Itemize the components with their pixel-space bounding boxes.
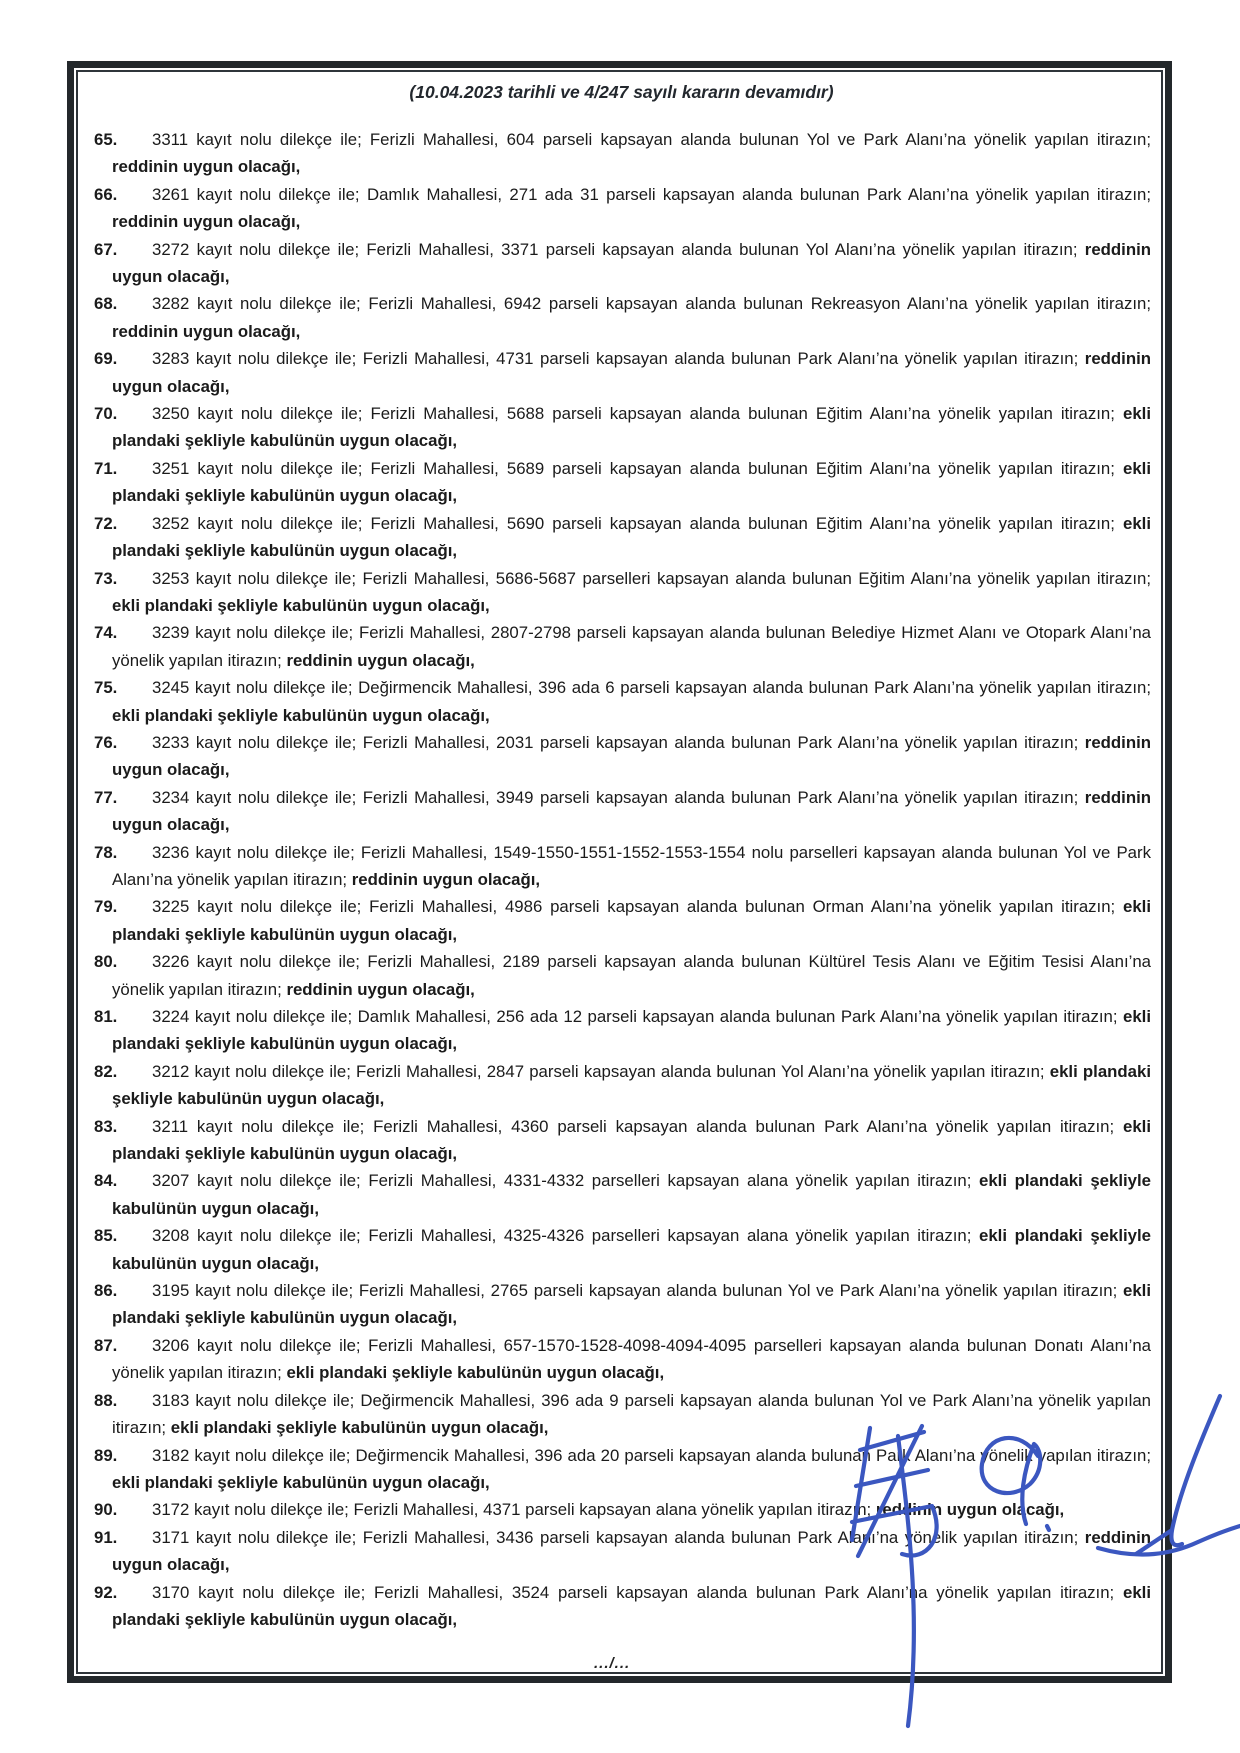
item-text [112,948,1151,1003]
item-number: 78. [94,842,118,862]
item-verdict: ekli plandaki şekliyle kabulünün uygun olacağı, [112,1007,1151,1054]
list-item [92,674,1151,729]
list-item [92,455,1151,510]
item-body: 3233 kayıt nolu dilekçe ile; Ferizli Mahallesi, 2031 parseli kapsayan alanda bulunan Park Alanı’na yönelik yapılan itirazın; [152,732,1079,752]
document-frame [67,61,1172,1683]
items-list [92,126,1151,1633]
item-body: 3211 kayıt nolu dilekçe ile; Ferizli Mahallesi, 4360 parseli kapsayan alanda bulunan Park Alanı’na yönelik yapılan itirazın; [152,1116,1115,1136]
item-text [112,1332,1151,1387]
item-body: 3170 kayıt nolu dilekçe ile; Ferizli Mahallesi, 3524 parseli kapsayan alanda bulunan Park Alanı’na yönelik yapılan itirazın; [152,1582,1115,1602]
item-verdict: reddinin uygun olacağı, [875,1500,1065,1520]
item-body: 3239 kayıt nolu dilekçe ile; Ferizli Mahallesi, 2807-2798 parseli kapsayan alanda bulunan Belediye Hizmet Alanı ve Otopark Alanı’na yönelik yapılan itirazın; [112,623,1151,670]
item-text [112,729,1151,784]
item-number: 85. [94,1226,118,1246]
item-text [112,1113,1151,1168]
item-body: 3251 kayıt nolu dilekçe ile; Ferizli Mahallesi, 5689 parseli kapsayan alanda bulunan Eğitim Alanı’na yönelik yapılan itirazın; [152,458,1115,478]
item-body: 3261 kayıt nolu dilekçe ile; Damlık Mahallesi, 271 ada 31 parseli kapsayan alanda bulunan Park Alanı’na yönelik yapılan itirazın; [152,184,1151,204]
item-body: 3252 kayıt nolu dilekçe ile; Ferizli Mahallesi, 5690 parseli kapsayan alanda bulunan Eğitim Alanı’na yönelik yapılan itirazın; [152,513,1115,533]
item-verdict: ekli plandaki şekliyle kabulünün uygun olacağı, [112,897,1151,944]
item-verdict: ekli plandaki şekliyle kabulünün uygun olacağı, [112,1061,1151,1109]
item-verdict: reddinin uygun olacağı, [112,787,1151,835]
list-item [92,1167,1151,1222]
item-verdict: reddinin uygun olacağı, [112,157,301,177]
item-number: 74. [94,623,118,643]
item-body: 3250 kayıt nolu dilekçe ile; Ferizli Mahallesi, 5688 parseli kapsayan alanda bulunan Eğitim Alanı’na yönelik yapılan itirazın; [152,404,1115,424]
list-item [92,1003,1151,1058]
item-text [112,1579,1151,1634]
item-number: 79. [94,897,118,917]
item-verdict: reddinin uygun olacağı, [112,1527,1151,1575]
item-verdict: ekli plandaki şekliyle kabulünün uygun olacağı, [112,458,1151,506]
item-text [112,400,1151,455]
list-item [92,1058,1151,1113]
item-body: 3236 kayıt nolu dilekçe ile; Ferizli Mahallesi, 1549-1550-1551-1552-1553-1554 nolu parselleri kapsayan alanda bulunan Yol ve Park Alanı’na yönelik yapılan itirazın; [112,842,1151,889]
item-verdict: reddinin uygun olacağı, [351,869,541,889]
item-text [112,1277,1151,1332]
item-text [112,1167,1151,1222]
list-item [92,1524,1151,1579]
item-verdict: reddinin uygun olacağı, [112,212,301,232]
item-number: 76. [94,732,118,752]
item-number: 67. [94,239,118,259]
list-item [92,1277,1151,1332]
item-verdict: reddinin uygun olacağı, [112,732,1151,780]
item-text [112,1442,1151,1497]
list-item [92,1387,1151,1442]
item-body: 3172 kayıt nolu dilekçe ile; Ferizli Mahallesi, 4371 parseli kapsayan alana yönelik yapılan itirazın; [152,1500,872,1520]
item-text [112,893,1151,948]
item-number: 66. [94,184,118,204]
list-item [92,1442,1151,1497]
item-text [112,1003,1151,1058]
page-title: (10.04.2023 tarihli ve 4/247 sayılı kararın devamıdır) [409,82,834,102]
list-item [92,784,1151,839]
list-item [92,510,1151,565]
list-item [92,1222,1151,1277]
item-body: 3182 kayıt nolu dilekçe ile; Değirmencik Mahallesi, 396 ada 20 parseli kapsayan alanda bulunan Park Alanı’na yönelik yapılan itirazın; [152,1445,1151,1465]
item-number: 71. [94,458,118,478]
item-text [112,674,1151,729]
item-body: 3226 kayıt nolu dilekçe ile; Ferizli Mahallesi, 2189 parseli kapsayan alanda bulunan Kültürel Tesis Alanı ve Eğitim Tesisi Alanı’na yönelik yapılan itirazın; [112,952,1151,999]
item-body: 3311 kayıt nolu dilekçe ile; Ferizli Mahallesi, 604 parseli kapsayan alanda bulunan Yol ve Park Alanı’na yönelik yapılan itirazın; [152,130,1151,149]
item-verdict: ekli plandaki şekliyle kabulünün uygun olacağı, [112,1116,1152,1164]
item-number: 81. [94,1007,118,1026]
item-body: 3208 kayıt nolu dilekçe ile; Ferizli Mahallesi, 4325-4326 parselleri kapsayan alana yönelik yapılan itirazın; [152,1226,972,1246]
item-number: 69. [94,349,118,369]
item-number: 84. [94,1171,118,1191]
item-text [112,236,1151,291]
item-verdict: ekli plandaki şekliyle kabulünün uygun olacağı, [112,595,490,615]
item-verdict: ekli plandaki şekliyle kabulünün uygun olacağı, [112,513,1151,561]
list-item [92,1579,1151,1634]
item-body: 3282 kayıt nolu dilekçe ile; Ferizli Mahallesi, 6942 parseli kapsayan alanda bulunan Rekreasyon Alanı’na yönelik yapılan itirazın; [152,294,1151,314]
list-item [92,729,1151,784]
item-text [112,1524,1151,1579]
item-number: 70. [94,404,118,424]
item-number: 77. [94,787,118,807]
list-item [92,948,1151,1003]
item-text [112,1496,1151,1523]
item-number: 82. [94,1061,118,1081]
list-item [92,290,1151,345]
continuation-mark: .../... [594,1655,631,1672]
item-verdict: ekli plandaki şekliyle kabulünün uygun olacağı, [170,1418,549,1438]
item-body: 3212 kayıt nolu dilekçe ile; Ferizli Mahallesi, 2847 parseli kapsayan alanda bulunan Yol Alanı’na yönelik yapılan itirazın; [152,1061,1045,1081]
item-text [112,1387,1151,1442]
item-body: 3253 kayıt nolu dilekçe ile; Ferizli Mahallesi, 5686-5687 parselleri kapsayan alanda bulunan Eğitim Alanı’na yönelik yapılan itirazın; [152,568,1151,588]
item-number: 68. [94,294,118,314]
list-item [92,1496,1151,1523]
list-item [92,345,1151,400]
item-number: 86. [94,1281,118,1301]
item-number: 73. [94,568,118,588]
item-body: 3245 kayıt nolu dilekçe ile; Değirmencik Mahallesi, 396 ada 6 parseli kapsayan alanda bulunan Park Alanı’na yönelik yapılan itirazın; [152,678,1151,698]
item-body: 3195 kayıt nolu dilekçe ile; Ferizli Mahallesi, 2765 parseli kapsayan alanda bulunan Yol ve Park Alanı’na yönelik yapılan itirazın; [152,1281,1118,1301]
item-verdict: reddinin uygun olacağı, [112,349,1151,396]
list-item [92,565,1151,620]
item-number: 65. [94,130,118,149]
item-verdict: ekli plandaki şekliyle kabulünün uygun olacağı, [112,705,490,725]
item-body: 3171 kayıt nolu dilekçe ile; Ferizli Mahallesi, 3436 parseli kapsayan alanda bulunan Park Alanı’na yönelik yapılan itirazın; [152,1527,1079,1547]
item-number: 87. [94,1335,118,1355]
item-text [112,455,1151,510]
item-text [112,784,1151,839]
item-text [112,1058,1151,1113]
item-verdict: reddinin uygun olacağı, [286,650,475,670]
item-text [112,510,1151,565]
item-body: 3183 kayıt nolu dilekçe ile; Değirmencik Mahallesi, 396 ada 9 parseli kapsayan alanda bulunan Yol ve Park Alanı’na yönelik yapılan itirazın; [112,1390,1151,1438]
item-verdict: ekli plandaki şekliyle kabulünün uygun olacağı, [286,1363,665,1383]
item-text [112,1222,1151,1277]
item-number: 90. [94,1500,118,1520]
item-verdict: reddinin uygun olacağı, [112,239,1151,287]
item-body: 3225 kayıt nolu dilekçe ile; Ferizli Mahallesi, 4986 parseli kapsayan alanda bulunan Orman Alanı’na yönelik yapılan itirazın; [152,897,1116,917]
item-body: 3283 kayıt nolu dilekçe ile; Ferizli Mahallesi, 4731 parseli kapsayan alanda bulunan Park Alanı’na yönelik yapılan itirazın; [152,349,1079,369]
list-item [92,400,1151,455]
item-number: 88. [94,1390,118,1410]
item-verdict: ekli plandaki şekliyle kabulünün uygun olacağı, [112,1281,1152,1328]
list-item [92,839,1151,894]
item-body: 3234 kayıt nolu dilekçe ile; Ferizli Mahallesi, 3949 parseli kapsayan alanda bulunan Park Alanı’na yönelik yapılan itirazın; [152,787,1079,807]
item-number: 89. [94,1445,118,1465]
item-verdict: ekli plandaki şekliyle kabulünün uygun olacağı, [112,1226,1151,1273]
list-item [92,1332,1151,1387]
item-body: 3206 kayıt nolu dilekçe ile; Ferizli Mahallesi, 657-1570-1528-4098-4094-4095 parselleri kapsayan alanda bulunan Donatı Alanı’na yönelik yapılan itirazın; [112,1335,1151,1383]
item-text [112,345,1151,400]
list-item [92,619,1151,674]
item-body: 3224 kayıt nolu dilekçe ile; Damlık Mahallesi, 256 ada 12 parseli kapsayan alanda bulunan Park Alanı’na yönelik yapılan itirazın; [152,1007,1118,1026]
list-item [92,181,1151,236]
item-number: 92. [94,1582,118,1602]
item-number: 91. [94,1527,118,1547]
document-frame-inner [76,70,1163,1674]
item-text [112,126,1151,181]
item-body: 3207 kayıt nolu dilekçe ile; Ferizli Mahallesi, 4331-4332 parselleri kapsayan alana yönelik yapılan itirazın; [152,1171,972,1191]
list-item [92,126,1151,181]
item-verdict: ekli plandaki şekliyle kabulünün uygun olacağı, [112,1582,1151,1629]
item-number: 72. [94,513,118,533]
item-number: 75. [94,678,118,698]
list-item [92,893,1151,948]
item-verdict: ekli plandaki şekliyle kabulünün uygun olacağı, [112,1171,1151,1218]
list-item [92,236,1151,291]
item-verdict: reddinin uygun olacağı, [112,321,301,341]
item-verdict: ekli plandaki şekliyle kabulünün uygun olacağı, [112,1472,490,1492]
item-text [112,181,1151,236]
item-number: 80. [94,952,118,972]
item-verdict: ekli plandaki şekliyle kabulünün uygun olacağı, [112,404,1151,451]
item-text [112,619,1151,674]
item-text [112,565,1151,620]
item-verdict: reddinin uygun olacağı, [286,979,475,999]
item-text [112,290,1151,345]
list-item [92,1113,1151,1168]
item-body: 3272 kayıt nolu dilekçe ile; Ferizli Mahallesi, 3371 parseli kapsayan alanda bulunan Yol Alanı’na yönelik yapılan itirazın; [152,239,1078,259]
item-text [112,839,1151,894]
item-number: 83. [94,1116,118,1136]
